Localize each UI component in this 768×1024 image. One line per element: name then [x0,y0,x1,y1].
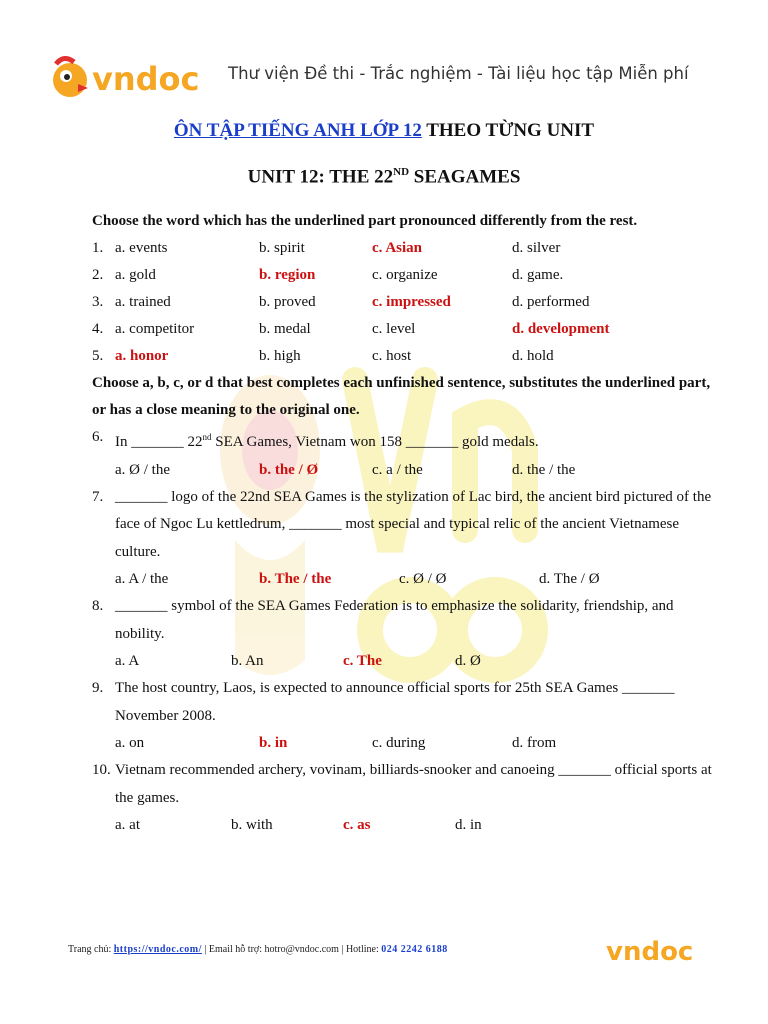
question-7: 7. _______ logo of the 22nd SEA Games is the stylization of Lac bird, the ancient bird pictured of the face of Ngoc Lu kettledrum, _______ most special and typical relic of the ancient Vietnamese culture. [92,488,712,560]
option: b. with [231,817,273,833]
footer: Trang chủ: https://vndoc.com/ | Email hỗ trợ: hotro@vndoc.com | Hotline: 024 2242 6188 [68,944,448,955]
answer-option: b. the / Ø [259,461,319,478]
question-6: 6. In _______ 22nd SEA Games, Vietnam won 158 _______ gold medals. [92,429,539,450]
answer-option: b. in [259,735,288,751]
option: c. a / the [372,461,423,478]
question-3 [92,289,712,316]
unit-title: UNIT 12: THE 22ND SEAGAMES [247,166,521,188]
tagline: Thư viện Đề thi - Trắc nghiệm - Tài liệu học tập Miễn phí [228,64,689,83]
option: b. high [259,348,301,364]
question-number: 4. [92,321,104,337]
question-9: 9. The host country, Laos, is expected to announce official sports for 25th SEA Games _______ November 2008. [92,680,675,724]
option: d. The / Ø [539,571,600,587]
page-title: ÔN TẬP TIẾNG ANH LỚP 12 THEO TỪNG UNIT [173,120,595,141]
question-number: 5. [92,348,104,364]
option: a. events [115,240,168,256]
option: a. gold [115,267,156,283]
question-number: 3. [92,294,104,310]
answer-option: c. impressed [372,294,451,310]
section2-instruction: Choose a, b, c, or d that best completes each unfinished sentence, substitutes the underlined part, or has a close meaning to the original one. [92,375,711,418]
option: d. hold [512,348,554,364]
svg-text:vndoc: vndoc [92,60,200,98]
option: a. trained [115,294,171,310]
option: b. An [231,653,264,669]
option: c. Ø / Ø [399,571,447,587]
answer-option: b. The / the [259,571,332,587]
option: b. spirit [259,240,305,256]
answer-option: a. honor [115,348,169,364]
option: c. host [372,348,412,364]
option: b. medal [259,321,311,337]
option: a. on [115,735,145,751]
question-2 [92,262,712,289]
option: d. Ø [455,653,481,669]
answer-option: d. development [512,321,610,337]
question-5 [92,343,712,370]
option: c. organize [372,267,438,283]
worksheet [92,208,712,839]
option: c. during [372,735,426,751]
options-6 [92,457,712,484]
option: a. competitor [115,321,195,337]
question-10: 10. Vietnam recommended archery, vovinam, billiards-snooker and canoeing _______ official sports at the games. [92,762,712,806]
answer-option: c. Asian [372,240,423,256]
question-4 [92,316,712,343]
option: c. level [372,321,416,337]
question-number: 2. [92,267,104,283]
options-10 [92,812,712,839]
header [48,54,738,100]
vndoc-logo[interactable] [48,54,213,100]
option: d. the / the [512,461,576,478]
answer-option: b. region [259,267,316,283]
footer-logo[interactable] [606,934,702,966]
section1-instruction: Choose the word which has the underlined part pronounced differently from the rest. [92,213,638,229]
question-1 [92,235,712,262]
option: b. proved [259,294,316,310]
option: d. from [512,735,557,751]
hotline: 024 2242 6188 [381,944,448,955]
option: d. game. [512,267,564,283]
option: a. at [115,817,140,833]
option: a. A [115,653,140,669]
option: d. performed [512,294,590,310]
option: d. silver [512,240,561,256]
option: d. in [455,817,482,833]
answer-option: c. as [343,817,371,833]
options-9 [92,730,712,757]
svg-text:vndoc: vndoc [606,937,694,966]
home-link[interactable]: https://vndoc.com/ [113,944,202,955]
options-7 [92,566,712,593]
option: a. A / the [115,571,169,587]
question-number: 1. [92,240,104,256]
option: a. Ø / the [115,461,170,478]
answer-option: c. The [343,653,382,669]
options-8 [92,648,712,675]
title-link[interactable]: ÔN TẬP TIẾNG ANH LỚP 12 [173,120,422,141]
question-8: 8. _______ symbol of the SEA Games Federation is to emphasize the solidarity, friendship, and nobility. [92,598,674,642]
